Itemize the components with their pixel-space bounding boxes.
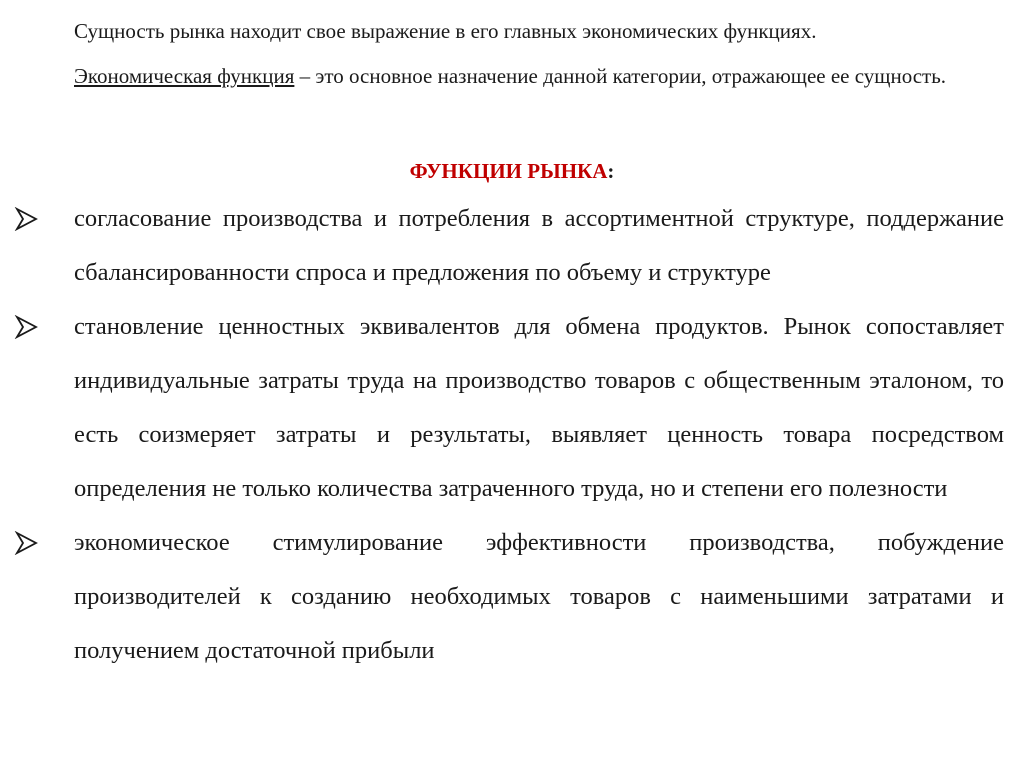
- definition-text: – это основное назначение данной категории, отражающее ее сущность.: [294, 64, 947, 88]
- list-item-text: экономическое стимулирование эффективности производства, побуждение производителей к созданию необходимых товаров с наименьшими затратами и получением достаточной прибыли: [74, 529, 1004, 664]
- arrowhead-bullet-icon: [14, 315, 38, 339]
- list-item-text: согласование производства и потребления в ассортиментной структуре, поддержание сбалансированности спроса и предложения по объему и структуре: [74, 205, 1004, 286]
- list-item-text: становление ценностных эквивалентов для обмена продуктов. Рынок сопоставляет индивидуальные затраты труда на производство товаров с общественным эталоном, то есть соизмеряет затраты и результаты, выявляет ценность товара посредством определения не только количества затраченного труда, но и степени его полезности: [74, 313, 1004, 502]
- functions-list: [14, 192, 1004, 678]
- intro-paragraph-1: [40, 10, 1002, 52]
- arrowhead-bullet-icon: [14, 531, 38, 555]
- heading-title: ФУНКЦИИ РЫНКА: [409, 159, 608, 183]
- heading-colon: :: [607, 159, 615, 183]
- arrowhead-bullet-icon: [14, 207, 38, 231]
- list-item-1: [14, 192, 1004, 300]
- list-item-2: [14, 300, 1004, 516]
- section-heading: [0, 150, 1024, 192]
- intro-sentence: Сущность рынка находит свое выражение в его главных экономических функциях.: [74, 19, 817, 43]
- intro-paragraph-2: [40, 55, 1002, 97]
- definition-term: Экономическая функция: [74, 64, 295, 88]
- list-item-3: [14, 516, 1004, 678]
